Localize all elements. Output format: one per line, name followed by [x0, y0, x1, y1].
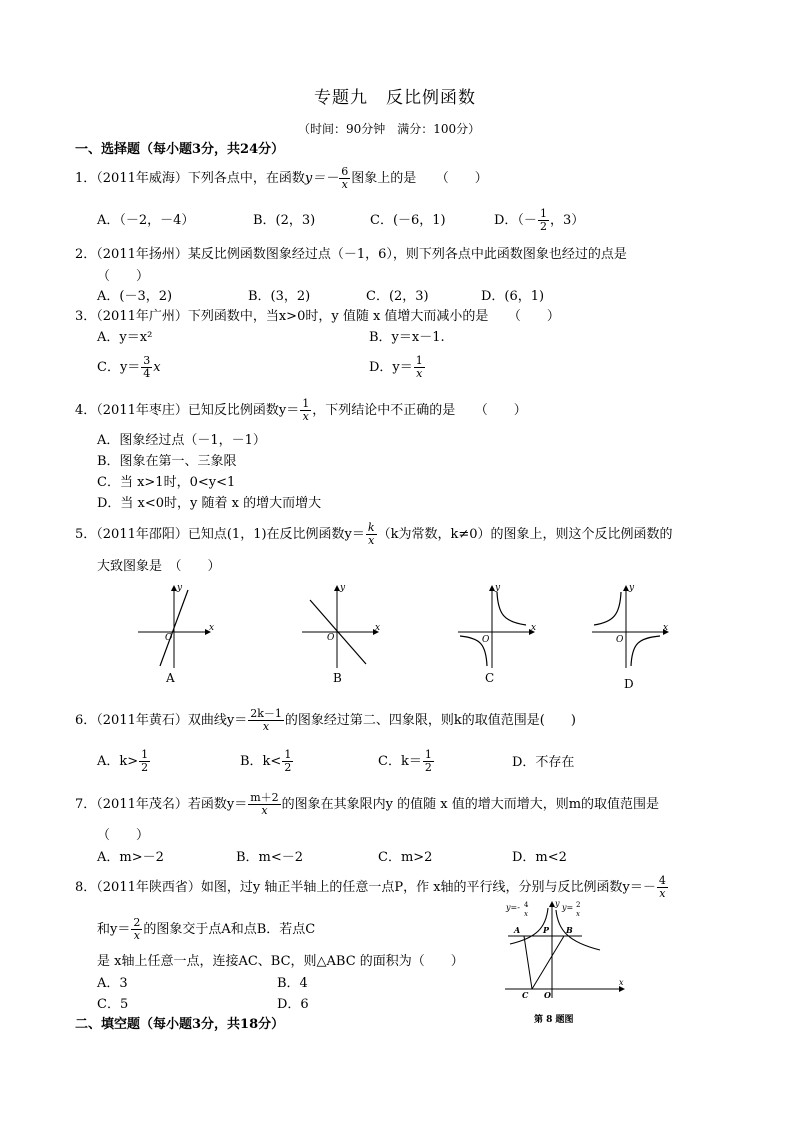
q5-a-axis-x: x	[209, 623, 215, 633]
q8-point-a: A	[514, 925, 521, 935]
q3-option-d	[369, 350, 426, 384]
q3-opt-d-text: D．y＝	[369, 359, 413, 375]
question-7-stem	[75, 788, 659, 820]
q7-stem-text-2: 的图象在其象限内y 的值随 x 值的增大而增大，则m的取值范围是	[281, 796, 660, 812]
q7-frac-den: x	[261, 803, 268, 817]
question-4-stem	[75, 394, 527, 426]
q6-opt-b-fraction	[282, 749, 293, 773]
q5-d-origin: O	[616, 635, 624, 645]
q3-option-a: A．y＝x²	[97, 330, 153, 345]
q5-label-d: D	[624, 677, 634, 691]
q3-opt-c-den: 4	[143, 366, 151, 380]
q4-frac-den: x	[302, 409, 309, 423]
q8-frac2-den: x	[133, 928, 140, 942]
q8-frac1-den: x	[659, 886, 666, 900]
q7-frac-num: m＋2	[250, 790, 279, 804]
q2-option-b: B．(3，2)	[248, 289, 311, 304]
q1-option-c: C．(－6，1)	[370, 213, 446, 228]
q8-point-b: B	[566, 925, 573, 935]
q8-point-c: C	[522, 990, 529, 1000]
q6-opt-c-num: 1	[424, 747, 432, 761]
q4-frac-num: 1	[302, 396, 310, 410]
q8-fig-right-den: x	[576, 910, 580, 918]
q8-fig-label-right: y=	[562, 903, 574, 912]
q5-d-axis-y: y	[629, 583, 635, 593]
q8-fig-left-den: x	[524, 910, 528, 918]
q6-frac-num: 2k－1	[250, 706, 282, 720]
q1-frac-num: 6	[341, 164, 349, 178]
q8-figure	[500, 898, 630, 1028]
q8-fraction-1	[657, 875, 668, 899]
q1-opt-d-text-2: ，3）	[549, 212, 585, 228]
q5-frac-num: k	[367, 520, 375, 534]
q8-axis-x: x	[619, 978, 624, 987]
q3-option-c	[97, 350, 161, 384]
q7-option-b: B．m<－2	[236, 850, 304, 865]
q5-b-axis-x: x	[375, 623, 381, 633]
q1-option-a: A．（－2，－4）	[97, 213, 195, 228]
q8-line2-text-2: 的图象交于点A和点B．若点C	[143, 921, 316, 937]
q6-option-a	[97, 745, 151, 777]
section-heading-choice: 一、选择题（每小题3分，共24分）	[75, 142, 285, 157]
q3-option-b: B．y＝x－1.	[369, 330, 445, 345]
question-8-line2	[97, 912, 315, 946]
q3-opt-c-fraction	[141, 355, 152, 379]
q1-func-lhs: y＝－	[304, 170, 339, 186]
q8-stem-text: 8．（2011年陕西省）如图，过y 轴正半轴上的任意一点P，作 x轴的平行线，分别与反比例函数y＝－	[75, 879, 656, 895]
q1-opt-d-fraction	[538, 208, 549, 232]
q6-opt-b-num: 1	[284, 747, 292, 761]
question-7-line2: （ ）	[97, 828, 150, 843]
q5-b-axis-y: y	[340, 583, 346, 593]
q6-option-d: D．不存在	[512, 755, 575, 770]
q5-label-b: B	[333, 671, 342, 685]
q5-graph-d	[592, 583, 668, 691]
q5-fraction	[366, 522, 377, 546]
q2-option-c: C．(2，3)	[366, 289, 429, 304]
q3-opt-d-num: 1	[415, 353, 423, 367]
q8-axis-y: y	[555, 899, 560, 908]
q7-fraction	[248, 792, 280, 816]
q8-option-c: C．5	[97, 997, 129, 1012]
q8-fraction-2	[131, 917, 142, 941]
q8-option-d: D．6	[277, 997, 309, 1012]
q8-caption: 第 8 题图	[534, 1015, 574, 1025]
q6-opt-b-den: 2	[284, 760, 292, 774]
q2-option-d: D．(6，1)	[481, 289, 545, 304]
q5-a-origin: O	[165, 633, 173, 643]
q5-label-c: C	[485, 671, 495, 685]
q5-graphs	[130, 578, 669, 691]
q7-stem-text: 7．（2011年茂名）若函数y＝	[75, 796, 248, 812]
q5-frac-den: x	[368, 533, 375, 547]
q3-opt-c-num: 3	[143, 353, 151, 367]
question-2-line2: （ ）	[97, 269, 150, 284]
q5-a-axis-y: y	[177, 583, 183, 593]
q3-opt-c-var: x	[153, 359, 161, 375]
q8-option-b: B．4	[277, 976, 308, 991]
q4-option-b: B．图象在第一、三象限	[97, 454, 237, 469]
q8-option-a: A．3	[97, 976, 128, 991]
q5-b-origin: O	[327, 633, 335, 643]
q8-fig-left-num: 4	[524, 901, 529, 909]
q6-opt-a-text: A．k>	[97, 753, 139, 769]
subtitle: （时间：90分钟 满分：100分）	[298, 122, 481, 136]
q8-frac2-num: 2	[133, 915, 141, 929]
question-5-line2: 大致图象是 （ ）	[97, 559, 221, 574]
question-5-stem	[75, 518, 672, 550]
q6-opt-c-text: C．k＝	[378, 753, 422, 769]
q4-option-c: C．当 x>1时，0<y<1	[97, 475, 236, 490]
q4-fraction	[300, 398, 311, 422]
q8-fig-label-left: y=-	[506, 903, 520, 912]
q2-option-a: A．(－3，2)	[97, 289, 173, 304]
section-heading-fill: 二、填空题（每小题3分，共18分）	[75, 1017, 285, 1032]
q7-option-c: C．m>2	[378, 850, 433, 865]
question-3-stem: 3．（2011年广州）下列函数中，当x>0时，y 值随 x 值增大而减小的是 （ ）	[75, 309, 560, 324]
q3-opt-d-den: x	[416, 366, 423, 380]
q3-opt-d-fraction	[414, 355, 425, 379]
q6-fraction	[248, 708, 284, 732]
q6-option-c	[378, 745, 435, 777]
question-8-line3: 是 x轴上任意一点，连接AC、BC，则△ABC 的面积为（ ）	[97, 954, 464, 969]
q3-opt-c-text: C．y＝	[97, 359, 141, 375]
q4-stem-text-2: ，下列结论中不正确的是 （ ）	[312, 402, 527, 418]
q6-opt-a-den: 2	[141, 760, 149, 774]
q7-option-d: D．m<2	[512, 850, 567, 865]
q4-option-a: A．图象经过点（－1，－1）	[97, 433, 266, 448]
q6-opt-c-den: 2	[424, 760, 432, 774]
q6-stem-text-2: 的图象经过第二、四象限，则k的取值范围是( )	[284, 712, 576, 728]
q4-option-d: D．当 x<0时，y 随着 x 的增大而增大	[97, 496, 322, 511]
q1-stem-text: 1．（2011年威海）下列各点中，在函数	[75, 170, 305, 186]
q5-graph-a	[138, 583, 214, 685]
q1-option-d	[494, 206, 584, 234]
q1-opt-d-den: 2	[539, 219, 547, 233]
q5-c-origin: O	[482, 635, 490, 645]
q5-c-axis-x: x	[531, 623, 537, 633]
q6-opt-b-text: B．k<	[240, 753, 282, 769]
q8-fig-right-num: 2	[576, 901, 581, 909]
q5-graph-b	[302, 583, 380, 685]
q6-option-b	[240, 745, 294, 777]
q6-opt-a-num: 1	[141, 747, 149, 761]
q8-frac1-num: 4	[658, 873, 666, 887]
q6-opt-a-fraction	[139, 749, 150, 773]
q5-label-a: A	[166, 671, 175, 685]
q1-stem-text-2: 图象上的是 （ ）	[351, 170, 488, 186]
q1-fraction	[339, 166, 350, 190]
q7-option-a: A．m>－2	[97, 850, 164, 865]
q1-frac-den: x	[341, 177, 348, 191]
q4-stem-text: 4．（2011年枣庄）已知反比例函数y＝	[75, 402, 300, 418]
q6-frac-den: x	[262, 719, 270, 733]
q8-line2-text: 和y＝	[97, 921, 131, 937]
q8-point-p: P	[543, 925, 550, 935]
q6-stem-text: 6．（2011年黄石）双曲线y＝	[75, 712, 248, 728]
question-1-stem	[75, 165, 488, 191]
q8-point-o: O	[544, 990, 551, 1000]
q1-option-b: B．(2，3)	[253, 213, 316, 228]
q5-stem-text: 5．（2011年邵阳）已知点(1，1)在反比例函数y＝	[75, 526, 365, 542]
q5-stem-text-2: （k为常数，k≠0）的图象上，则这个反比例函数的	[377, 526, 673, 542]
page-title: 专题九 反比例函数	[314, 88, 476, 108]
q1-opt-d-text: D．（－	[494, 212, 537, 228]
q6-opt-c-fraction	[423, 749, 434, 773]
q5-graph-c	[458, 583, 536, 685]
q5-d-axis-x: x	[663, 623, 669, 633]
question-2-stem: 2．（2011年扬州）某反比例函数图象经过点（－1，6），则下列各点中此函数图象也经过的点是	[75, 247, 627, 262]
q1-opt-d-num: 1	[539, 206, 547, 220]
question-6-stem	[75, 704, 576, 736]
q5-c-axis-y: y	[495, 583, 501, 593]
